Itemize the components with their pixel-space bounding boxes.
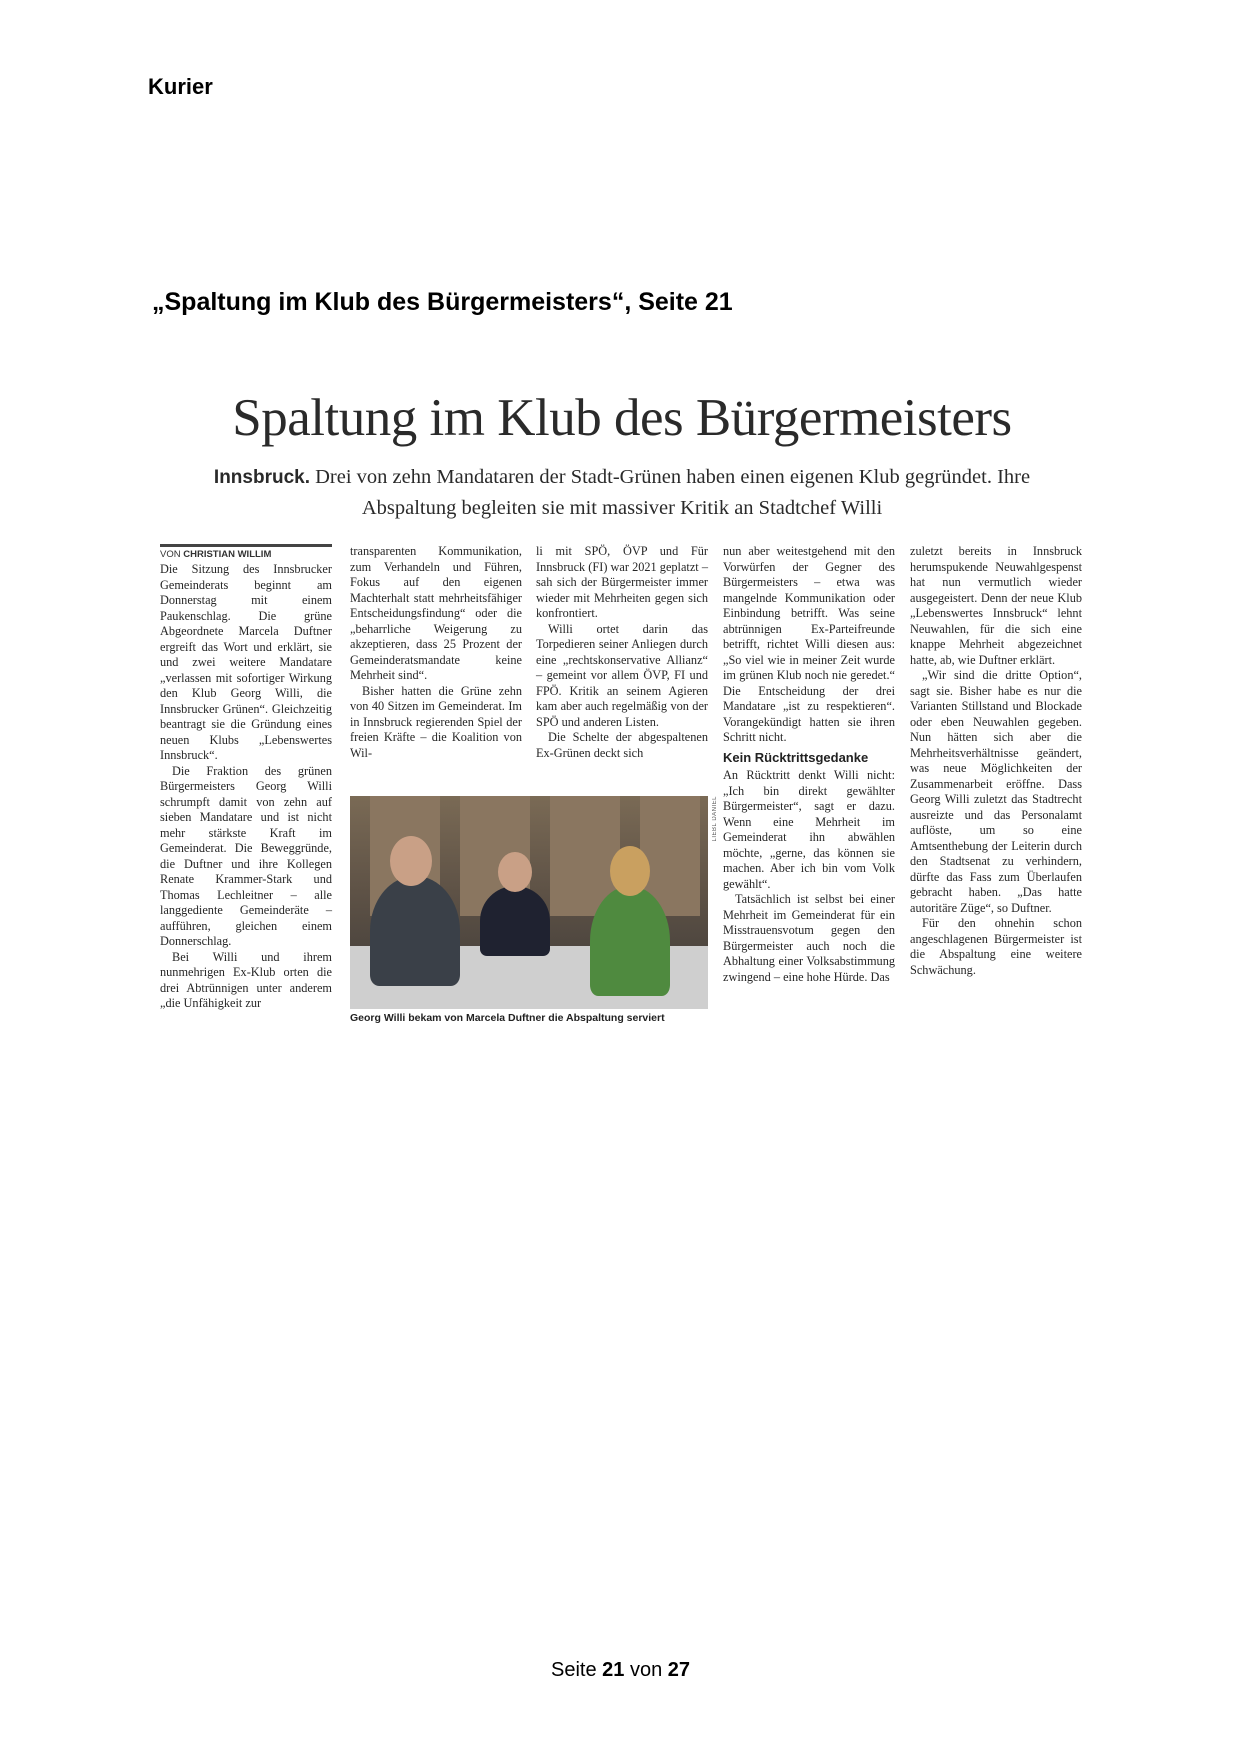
paragraph: Die Fraktion des grünen Bürgermeisters Georg Willi schrumpft damit von zehn auf sieben Mandatare und ist nicht mehr stärkste Kraft im Gemeinderat. Die Beweggründe, die Duftner und ihre Kollegen Renate Krammer-Stark und Thomas Lechleitner – alle langgediente Gemeinderäte – aufführen, gleichen einem Donnerschlag. — [160, 763, 332, 948]
byline-prefix: VON — [160, 549, 181, 560]
column-4 — [723, 544, 895, 985]
paragraph: An Rücktritt denkt Willi nicht: „Ich bin direkt gewählter Bürgermeister“, sagt er dazu. Wenn eine Mehrheit im Gemeinderat ihn abwählen möchte, „gerne, das können sie machen. Aber ich bin vom Volk gewählt“. — [723, 768, 895, 891]
column-5 — [910, 544, 1082, 978]
paragraph: Für den ohnehin schon angeschlagenen Bürgermeister ist die Abspaltung eine weitere Schwächung. — [910, 916, 1082, 977]
section-subheading: Kein Rücktrittsgedanke — [723, 749, 869, 765]
footer-middle: von — [629, 1659, 663, 1681]
publication-name: Kurier — [148, 74, 213, 99]
newspaper-clipping — [160, 388, 1084, 1034]
paragraph: nun aber weitestgehend mit den Vorwürfen der Gegner des Bürgermeisters – etwa was mangelnde Kommunikation oder Einbindung betrifft. Was seine abtrünnigen Ex-Parteifreunde betrifft, richtet Willi diesen aus: „So viel wie in meiner Zeit wurde im grünen Klub noch nie geredet.“ Die Entscheidung der drei Mandatare „ist zu respektieren“. Vorangekündigt hatten sie ihren Schritt nicht. — [723, 544, 895, 744]
article-headline: Spaltung im Klub des Bürgermeisters — [232, 389, 1012, 447]
article-photo — [350, 796, 708, 1009]
paragraph: transparenten Kommunikation, zum Verhandeln und Führen, Fokus auf den eigenen Machterhalt statt mehrheitsfähiger Entscheidungsfindung“ oder die „beharrliche Weigerung zu akzeptieren, dass 25 Prozent der Gemeinderatsmandate keine Mehrheit sind“. — [350, 544, 522, 682]
paragraph: Die Sitzung des Innsbrucker Gemeinderats beginnt am Donnerstag mit einem Paukenschlag. Die grüne Abgeordnete Marcela Duftner ergreift das Wort und erklärt, sie und zwei weitere Mandatare „verlassen mit sofortiger Wirkung den Klub Georg Willi, die Innsbrucker Grünen“. Gleichzeitig beantragt sie die Gründung eines neuen Klubs „Lebenswertes Innsbruck“. — [160, 562, 332, 762]
paragraph: Tatsächlich ist selbst bei einer Mehrheit im Gemeinderat für ein Misstrauensvotum gegen den Bürgermeister auch noch die Abhaltung einer Volksabstimmung zwingend – eine hohe Hürde. Das — [723, 892, 895, 984]
paragraph: Willi ortet darin das Torpedieren seiner Anliegen durch eine „rechtskonservative Allianz“ – gemeint vor allem ÖVP, FI und FPÖ. Kritik an seinem Agieren kam aber auch regelmäßig von der SPÖ und anderen Listen. — [536, 621, 708, 729]
photo-credit: LIEBL DANIEL — [712, 796, 718, 842]
person-head — [390, 836, 432, 886]
article-subhead — [200, 462, 1044, 523]
paragraph: Bisher hatten die Grüne zehn von 40 Sitzen im Gemeinderat. Im in Innsbruck regierenden Spiel der freien Kräfte – die Koalition von Wil- — [350, 683, 522, 760]
current-page-number: 21 — [602, 1659, 625, 1681]
paragraph: Die Schelte der abgespaltenen Ex-Grünen deckt sich — [536, 730, 708, 760]
photo-caption: Georg Willi bekam von Marcela Duftner die Abspaltung serviert — [350, 1012, 665, 1024]
person-georg-willi — [370, 876, 460, 986]
person-head — [498, 852, 532, 892]
column-2 — [350, 544, 522, 761]
paragraph: zuletzt bereits in Innsbruck herumspukende Neuwahlgespenst hat nun vermutlich wieder ausgegeistert. Denn der neue Klub „Lebenswertes Innsbruck“ lehnt Neuwahlen, für die sich eine knappe Mehrheit abgezeichnet hatte, ab, wie Duftner erklärt. — [910, 544, 1082, 667]
person-seated — [480, 886, 550, 956]
person-head — [610, 846, 650, 896]
column-1 — [160, 562, 332, 1012]
paragraph: li mit SPÖ, ÖVP und Für Innsbruck (FI) war 2021 geplatzt – sah sich der Bürgermeister immer wieder mit Mehrheiten gegen sich konfrontiert. — [536, 544, 708, 620]
article-lead: Drei von zehn Mandataren der Stadt-Grünen haben einen eigenen Klub gegründet. Ihre Abspaltung begleiten sie mit massiver Kritik an Stadtchef Willi — [315, 466, 1031, 519]
total-page-count: 27 — [667, 1659, 691, 1681]
page-footer — [0, 1659, 1241, 1682]
document-heading: „Spaltung im Klub des Bürgermeisters“, Seite 21 — [152, 288, 733, 316]
byline — [160, 544, 332, 560]
person-marcela-duftner — [590, 886, 670, 996]
byline-author: CHRISTIAN WILLIM — [183, 549, 272, 560]
paragraph: Bei Willi und ihrem nunmehrigen Ex-Klub orten die drei Abtrünnigen unter anderem „die Unfähigkeit zur — [160, 949, 332, 1010]
column-3 — [536, 544, 708, 761]
article-place: Innsbruck. — [213, 467, 310, 488]
paragraph: „Wir sind die dritte Option“, sagt sie. Bisher habe es nur die Varianten Stillstand und Blockade oder eben Neuwahlen gegeben. Nun hätten sich aber die Mehrheitsverhältnisse geändert, was neue Möglichkeiten der Zusammenarbeit eröffne. Dass Georg Willi zuletzt das Stadtrecht ausreizte und das Personalamt auflöste, um so eine Amtsenthebung der Leiterin durch den Stadtsenat zu verhindern, dürfte das Fass zum Überlaufen gebracht haben. „Das hatte autoritäre Züge“, so Duftner. — [910, 668, 1082, 915]
footer-prefix: Seite — [550, 1659, 597, 1681]
